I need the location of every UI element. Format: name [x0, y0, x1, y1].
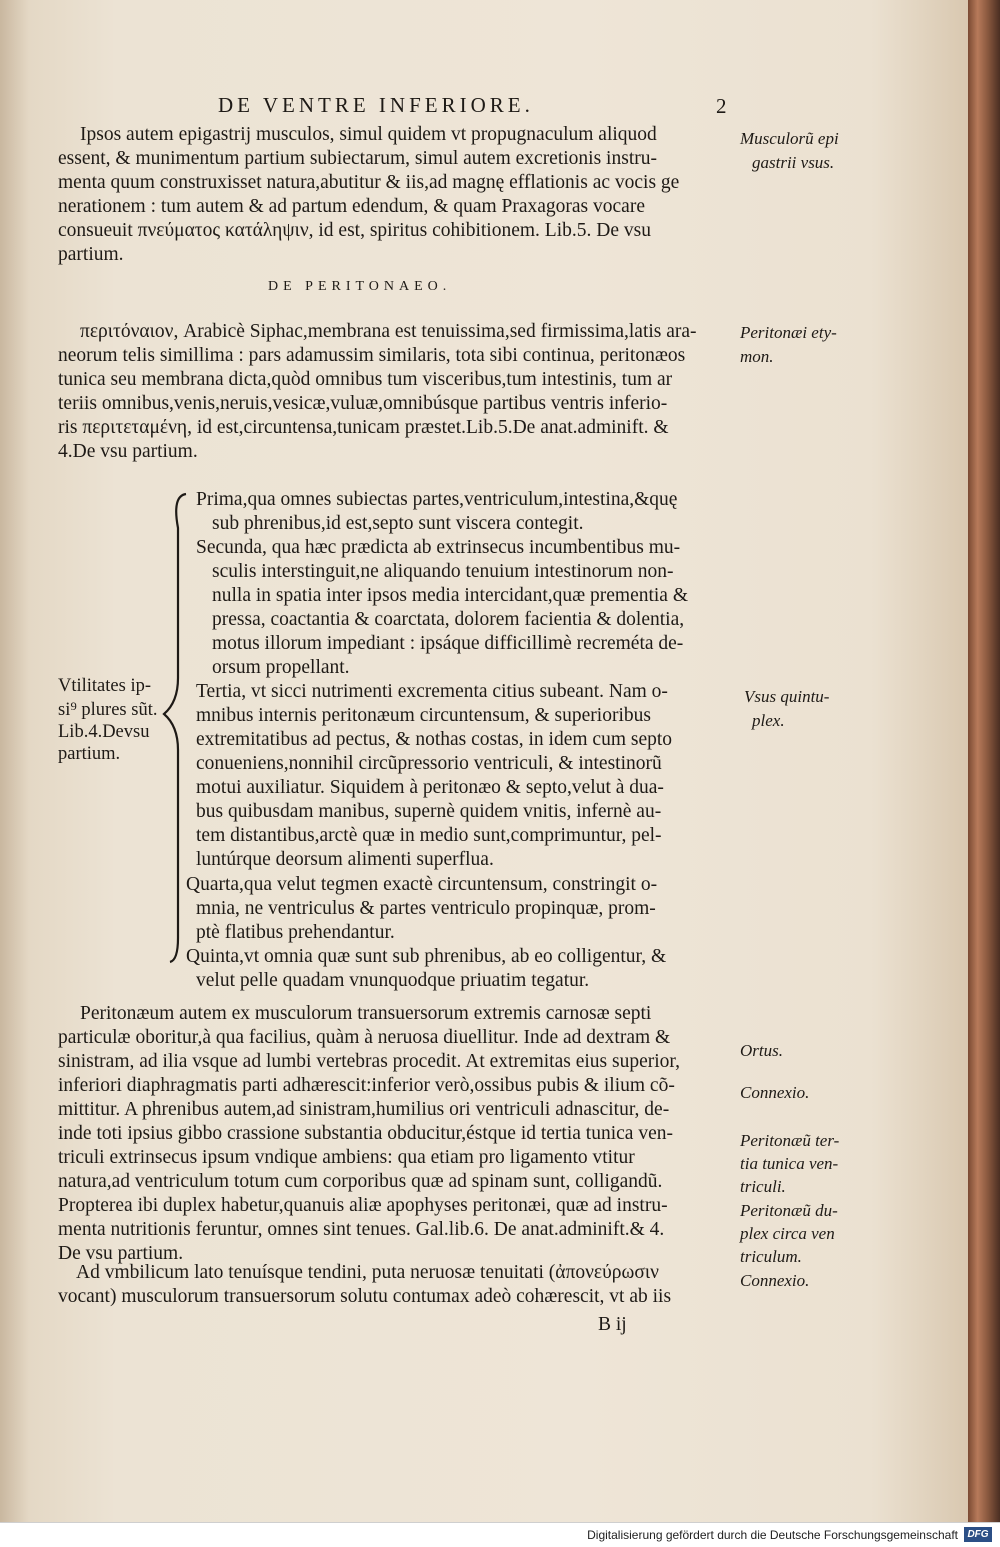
margin-note-connexio: Connexio.	[740, 1083, 810, 1102]
margin-note-ortus: Ortus.	[740, 1041, 783, 1060]
text-line: particulæ oboritur,à qua facilius, quàm à neruosa diuellitur. Inde ad dextram &	[58, 1027, 671, 1048]
list-line: extremitatibus ad pectus, & nothas costas, in idem cum septo	[196, 729, 673, 750]
brace-label: Lib.4.Devsu	[58, 722, 150, 742]
text-line: partium.	[58, 244, 124, 265]
text-line: Peritonæum autem ex musculorum transuersorum extremis carnosæ septi	[80, 1003, 652, 1024]
brace-label: Vtilitates ip-	[58, 676, 151, 696]
list-line: mnia, ne ventriculus & partes ventriculo propinquæ, prom-	[196, 898, 656, 919]
margin-note-tertia-tunica: Peritonæũ ter-	[740, 1131, 840, 1150]
list-line: mnibus internis peritonæum circuntensum, & superioribus	[196, 705, 651, 726]
text-line: neorum telis simillima : pars adamussim similaris, tota sibi continua, peritonæos	[58, 345, 686, 366]
text-line: Ipsos autem epigastrij musculos, simul quidem vt propugnaculum aliquod	[80, 124, 657, 145]
text-line: mittitur. A phrenibus autem,ad sinistram,humilius ori ventriculi adnascitur, de-	[58, 1099, 670, 1120]
list-line: velut pelle quadam vnunquodque priuatim tegatur.	[196, 970, 590, 991]
list-line: ptè flatibus prehendantur.	[196, 922, 395, 943]
text-line: teriis omnibus,venis,neruis,vesicæ,vuluæ,omnibúsque partibus ventris inferio-	[58, 393, 668, 414]
list-line: Tertia, vt sicci nutrimenti excrementa citius subeant. Nam o-	[196, 681, 668, 702]
list-line: Quarta,qua velut tegmen exactè circuntensum, constringit o-	[186, 874, 658, 895]
list-line: sculis interstinguit,ne aliquando tenuium intestinorum non-	[212, 561, 674, 582]
margin-note-vsus: plex.	[752, 711, 785, 730]
text-line: inde toti ipsius gibbo crassione substantia obducitur,éstque id tertia tunica ven-	[58, 1123, 673, 1144]
margin-note-etymon: mon.	[740, 347, 774, 366]
text-line: περιτόναιον, Arabicè Siphac,membrana est tenuissima,sed firmissima,latis ara-	[80, 321, 697, 342]
curly-brace	[160, 488, 200, 968]
list-line: pressa, coactantia & coarctata, dolorem facientia & dolentia,	[212, 609, 685, 630]
text-line: vocant) musculorum transuersorum solutu contumax adeò cohærescit, vt ab iis	[58, 1286, 672, 1307]
margin-note-etymon: Peritonæi ety-	[740, 323, 837, 342]
text-line: sinistram, ad ilia vsque ad lumbi vertebras procedit. At extremitas eius superior,	[58, 1051, 680, 1072]
margin-note-musculorum: Musculorũ epi	[740, 129, 839, 148]
list-line: conueniens,nonnihil circũpressorio ventriculi, & intestinorũ	[196, 753, 662, 774]
margin-note-tertia-tunica: triculi.	[740, 1177, 786, 1196]
list-line: tem distantibus,arctè quæ in medio sunt,comprimuntur, pel-	[196, 825, 662, 846]
margin-note-connexio: Connexio.	[740, 1271, 810, 1290]
text-line: Propterea ibi duplex habetur,quanuis aliæ apophyses peritonæi, quæ ad instru-	[58, 1195, 668, 1216]
text-line: triculi extrinsecus ipsum vndique ambiens: qua etiam pro ligamento vtitur	[58, 1147, 635, 1168]
text-line: Ad vmbilicum lato tenuísque tendini, puta neruosæ tenuitati (ἀπονεύρωσιν	[76, 1262, 659, 1283]
book-edge	[968, 0, 1000, 1522]
text-line: inferiori diaphragmatis parti adhærescit:inferior verò,ossibus pubis & ilium cõ-	[58, 1075, 675, 1096]
list-line: Quinta,vt omnia quæ sunt sub phrenibus, ab eo colligentur, &	[186, 946, 667, 967]
signature-mark: B ij	[598, 1314, 627, 1335]
list-line: luntúrque deorsum alimenti superflua.	[196, 849, 494, 870]
section-title: DE PERITONAEO.	[268, 279, 452, 294]
margin-note-vsus: Vsus quintu-	[744, 687, 830, 706]
margin-note-duplex: triculum.	[740, 1247, 802, 1266]
funding-credit: Digitalisierung gefördert durch die Deutsche Forschungsgemeinschaft	[587, 1528, 958, 1542]
list-line: sub phrenibus,id est,septo sunt viscera contegit.	[212, 513, 584, 534]
list-line: Secunda, qua hæc prædicta ab extrinsecus incumbentibus mu-	[196, 537, 681, 558]
brace-label: partium.	[58, 744, 121, 764]
margin-note-musculorum: gastrii vsus.	[752, 153, 835, 172]
running-head-title: DE VENTRE INFERIORE.	[218, 93, 534, 117]
list-line: motui auxiliatur. Siquidem à peritonæo & septo,velut à dua-	[196, 777, 664, 798]
list-line: nulla in spatia inter ipsos media intercidant,quæ prementia &	[212, 585, 689, 606]
margin-note-tertia-tunica: tia tunica ven-	[740, 1154, 839, 1173]
text-line: essent, & munimentum partium subiectarum, simul autem excretionis instru-	[58, 148, 657, 169]
folio-number: 2	[716, 94, 727, 118]
brace-label: si⁹ plures sũt.	[58, 700, 158, 720]
margin-note-duplex: plex circa ven	[740, 1224, 835, 1243]
list-line: orsum propellant.	[212, 657, 350, 678]
dfg-logo: DFG	[964, 1527, 992, 1542]
text-line: De vsu partium.	[58, 1243, 184, 1264]
margin-note-duplex: Peritonæũ du-	[740, 1201, 838, 1220]
text-line: nerationem : tum autem & ad partum edendum, & quam Praxagoras vocare	[58, 196, 645, 217]
text-line: consueuit πνεύματος κατάληψιν, id est, spiritus cohibitionem. Lib.5. De vsu	[58, 220, 651, 241]
list-line: motus illorum impediant : ipsáque difficillimè recreméta de-	[212, 633, 684, 654]
footer-bar	[0, 1522, 1000, 1547]
list-line: Prima,qua omnes subiectas partes,ventriculum,intestina,&quę	[196, 489, 678, 510]
text-line: ris περιτεταμένη, id est,circuntensa,tunicam præstet.Lib.5.De anat.adminift. &	[58, 417, 669, 438]
text-line: 4.De vsu partium.	[58, 441, 198, 462]
text-line: natura,ad ventriculum totum cum corporibus quæ ad spinam sunt, colligandũ.	[58, 1171, 663, 1192]
text-line: tunica seu membrana dicta,quòd omnibus tum visceribus,tum intestinis, tum ar	[58, 369, 673, 390]
text-line: menta quum construxisset natura,abutitur & iis,ad magnę efflationis ac vocis ge	[58, 172, 680, 193]
list-line: bus quibusdam manibus, supernè quidem vnitis, infernè au-	[196, 801, 662, 822]
text-line: menta nutritionis feruntur, omnes sint tenues. Gal.lib.6. De anat.adminift.& 4.	[58, 1219, 665, 1240]
